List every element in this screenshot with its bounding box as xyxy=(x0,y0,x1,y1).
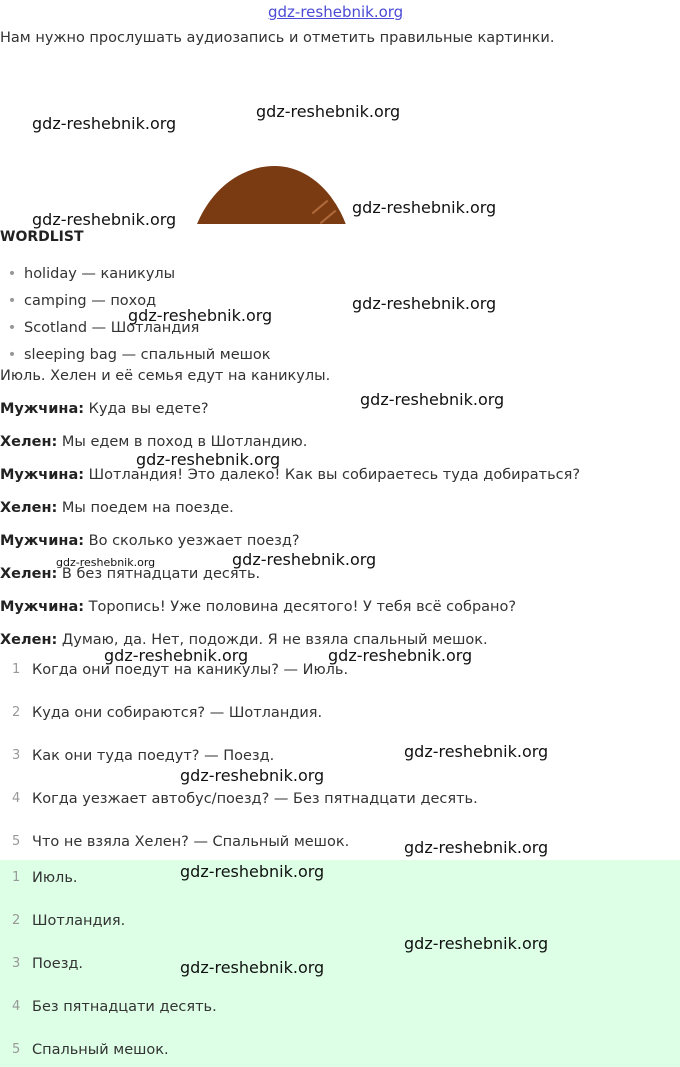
question-text: Как они туда поедут? — Поезд. xyxy=(32,748,275,764)
watermark: gdz-reshebnik.org xyxy=(404,934,549,953)
utterance: Торопись! Уже половина десятого! У тебя всё собрано? xyxy=(84,599,517,615)
speaker: Хелен: xyxy=(0,434,58,450)
question-text: Куда они собираются? — Шотландия. xyxy=(32,705,323,721)
question-number: 5 xyxy=(12,834,21,849)
watermark: gdz-reshebnik.org xyxy=(404,838,549,857)
question-row xyxy=(0,834,680,854)
speaker: Мужчина: xyxy=(0,401,85,417)
question-text: Когда уезжает автобус/поезд? — Без пятнадцати десять. xyxy=(32,791,478,807)
question-row xyxy=(0,705,680,725)
utterance: Шотландия! Это далеко! Как вы собираетесь туда добираться? xyxy=(84,467,581,483)
bullet-icon: • xyxy=(7,320,17,336)
watermark: gdz-reshebnik.org xyxy=(232,550,377,569)
question-row xyxy=(0,662,680,682)
wordlist-item-text: Scotland — Шотландия xyxy=(24,320,200,336)
watermark: gdz-reshebnik.org xyxy=(360,390,505,409)
answer-row xyxy=(0,956,680,976)
answer-number: 1 xyxy=(12,870,21,885)
illustration-hair-image xyxy=(188,166,354,224)
answer-row xyxy=(0,1042,680,1062)
wordlist-item-text: sleeping bag — спальный мешок xyxy=(24,347,271,363)
question-row xyxy=(0,791,680,811)
utterance: Мы едем в поход в Шотландию. xyxy=(57,434,308,450)
utterance: В без пятнадцати десять. xyxy=(57,566,261,582)
watermark: gdz-reshebnik.org xyxy=(56,556,156,569)
watermark: gdz-reshebnik.org xyxy=(136,450,281,469)
watermark: gdz-reshebnik.org xyxy=(352,198,497,217)
watermark: gdz-reshebnik.org xyxy=(328,646,473,665)
wordlist-item xyxy=(0,262,271,289)
speaker: Мужчина: xyxy=(0,467,85,483)
answer-number: 3 xyxy=(12,956,21,971)
answer-row xyxy=(0,870,680,890)
dialog-narration: Июль. Хелен и её семья едут на каникулы. xyxy=(0,368,331,384)
answer-text: Июль. xyxy=(32,870,78,886)
utterance: Думаю, да. Нет, подожди. Я не взяла спальный мешок. xyxy=(57,632,488,648)
answer-row xyxy=(0,913,680,933)
answer-number: 4 xyxy=(12,999,21,1014)
watermark: gdz-reshebnik.org xyxy=(128,306,273,325)
answer-text: Без пятнадцати десять. xyxy=(32,999,217,1015)
answer-text: Спальный мешок. xyxy=(32,1042,169,1058)
speaker: Хелен: xyxy=(0,566,58,582)
speaker: Хелен: xyxy=(0,632,58,648)
dialog-line xyxy=(0,500,234,516)
utterance: Во сколько уезжает поезд? xyxy=(84,533,300,549)
watermark: gdz-reshebnik.org xyxy=(404,742,549,761)
watermark: gdz-reshebnik.org xyxy=(104,646,249,665)
speaker: Мужчина: xyxy=(0,533,85,549)
answer-text: Поезд. xyxy=(32,956,84,972)
answer-row xyxy=(0,999,680,1019)
dialog-line xyxy=(0,467,580,483)
watermark: gdz-reshebnik.org xyxy=(32,210,177,229)
answer-number: 2 xyxy=(12,913,21,928)
question-number: 3 xyxy=(12,748,21,763)
question-row xyxy=(0,748,680,768)
wordlist-item-text: camping — поход xyxy=(24,293,157,309)
utterance: Мы поедем на поезде. xyxy=(57,500,234,516)
question-text: Когда они поедут на каникулы? — Июль. xyxy=(32,662,349,678)
wordlist-title: WORDLIST xyxy=(0,229,84,245)
wordlist-item-text: holiday — каникулы xyxy=(24,266,176,282)
intro-text: Нам нужно прослушать аудиозапись и отметить правильные картинки. xyxy=(0,30,555,46)
wordlist-item xyxy=(0,343,271,370)
watermark: gdz-reshebnik.org xyxy=(180,862,325,881)
bullet-icon: • xyxy=(7,293,17,309)
bullet-icon: • xyxy=(7,347,17,363)
dialog-line xyxy=(0,533,300,549)
speaker: Мужчина: xyxy=(0,599,85,615)
question-number: 1 xyxy=(12,662,21,677)
dialog-line xyxy=(0,434,307,450)
watermark: gdz-reshebnik.org xyxy=(180,958,325,977)
dialog-line xyxy=(0,599,516,615)
watermark: gdz-reshebnik.org xyxy=(180,766,325,785)
watermark: gdz-reshebnik.org xyxy=(256,102,401,121)
question-number: 2 xyxy=(12,705,21,720)
answer-text: Шотландия. xyxy=(32,913,126,929)
question-number: 4 xyxy=(12,791,21,806)
dialog-line xyxy=(0,401,209,417)
utterance: Куда вы едете? xyxy=(84,401,209,417)
watermark: gdz-reshebnik.org xyxy=(32,114,177,133)
speaker: Хелен: xyxy=(0,500,58,516)
watermark: gdz-reshebnik.org xyxy=(352,294,497,313)
bullet-icon: • xyxy=(7,266,17,282)
answer-number: 5 xyxy=(12,1042,21,1057)
watermark-top[interactable]: gdz-reshebnik.org xyxy=(268,3,404,21)
question-text: Что не взяла Хелен? — Спальный мешок. xyxy=(32,834,350,850)
